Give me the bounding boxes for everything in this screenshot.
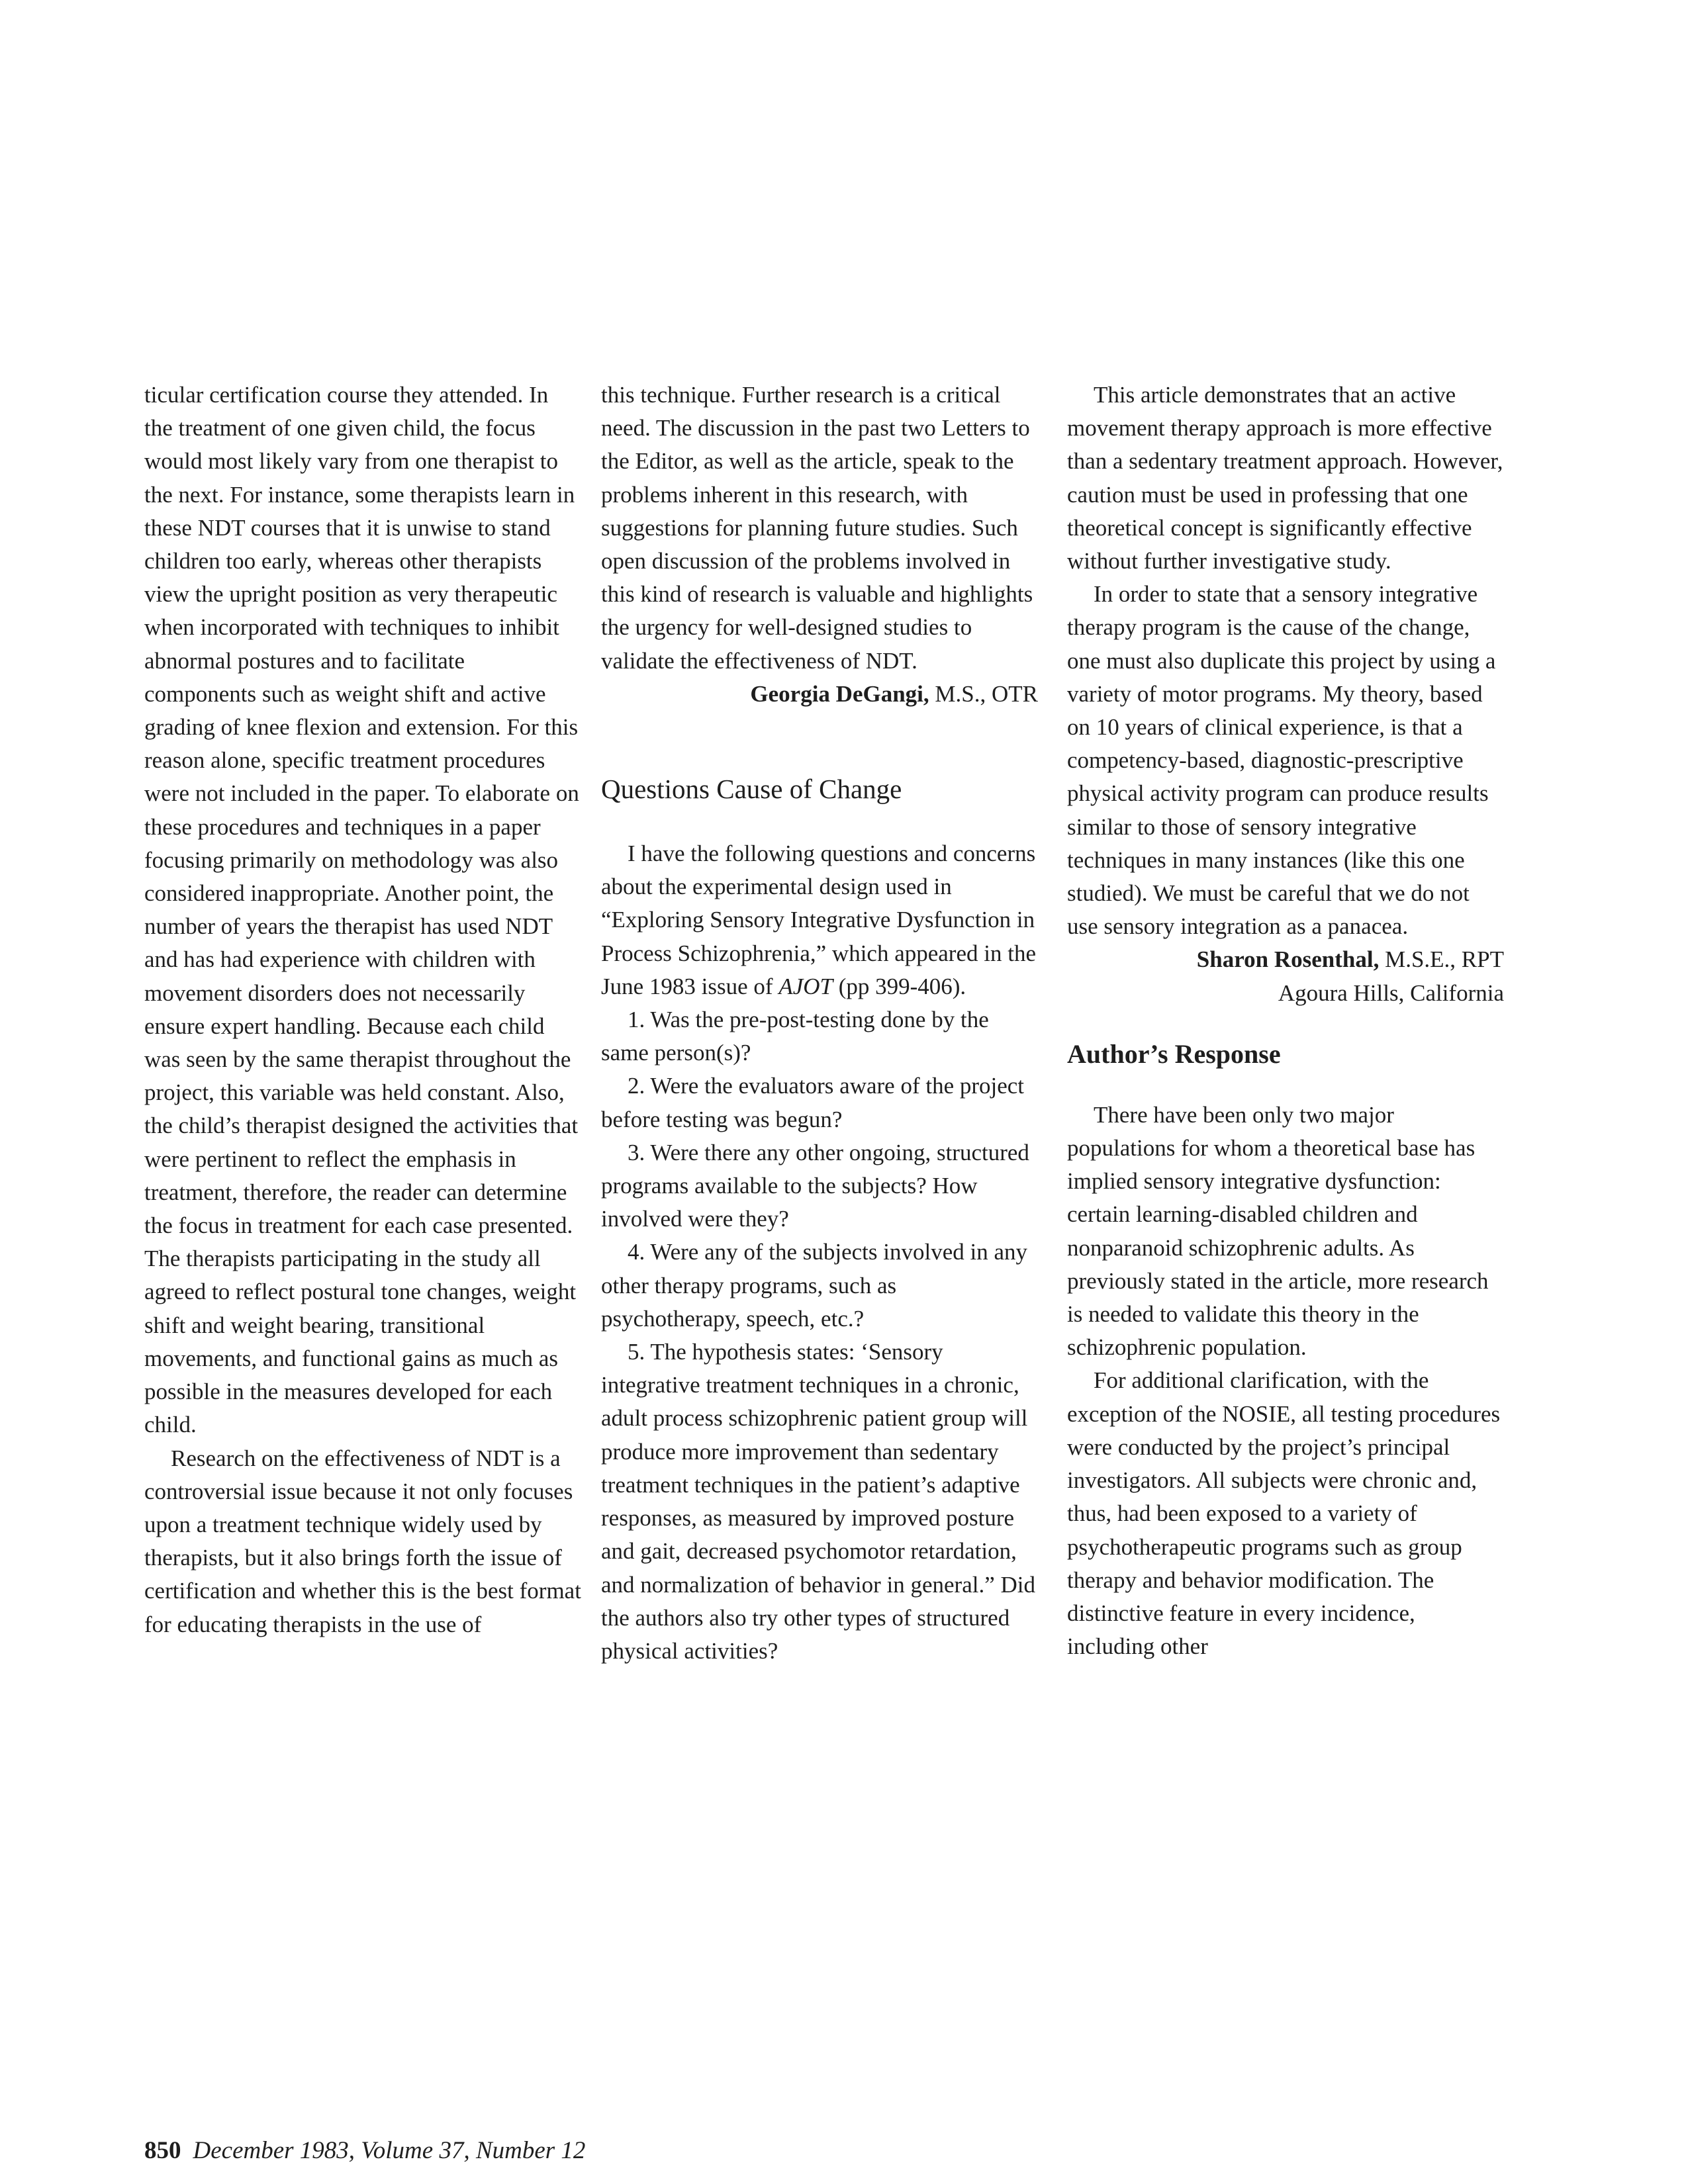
column-middle xyxy=(601,379,1038,1668)
column-right xyxy=(1067,379,1504,1663)
signature xyxy=(601,678,1038,711)
spacer xyxy=(1067,1010,1504,1038)
signature xyxy=(1067,943,1504,976)
question-item: 4. Were any of the subjects involved in any other therapy programs, such as psychotherapy, speech, etc.? xyxy=(601,1239,1028,1332)
spacer xyxy=(601,711,1038,772)
paragraph: For additional clarification, with the exception of the NOSIE, all testing procedures were conducted by the project’s principal investigators. All subjects were chronic and, thus, had been exposed to a variety of psychotherapeutic programs such as group therapy and behavior modification. The distinctive feature in every incidence, including other xyxy=(1067,1367,1501,1660)
signature-credentials: M.S., OTR xyxy=(929,680,1038,707)
signature-credentials: M.S.E., RPT xyxy=(1379,946,1504,973)
paragraph: This article demonstrates that an active movement therapy approach is more effective than a sedentary treatment approach. However, caution must be used in professing that one theoretical concept is significantly effective without further investigative study. xyxy=(1067,382,1503,574)
paragraph: Research on the effectiveness of NDT is a controversial issue because it not only focuses upon a treatment technique widely used by therapists, but it also brings forth the issue of certification and whether this is the best format for educating therapists in the use of xyxy=(144,1445,581,1637)
column-left xyxy=(144,379,581,1641)
paragraph: this technique. Further research is a critical need. The discussion in the past two Letters to the Editor, as well as the article, speak to the problems inherent in this research, with suggestions for planning future studies. Such open discussion of the problems involved in this kind of research is valuable and highlights the urgency for well-designed studies to validate the effectiveness of NDT. xyxy=(601,382,1033,674)
issue-citation: December 1983, Volume 37, Number 12 xyxy=(193,2137,586,2164)
signature-name: Georgia DeGangi, xyxy=(750,680,929,707)
paragraph: In order to state that a sensory integrative therapy program is the cause of the change, one must also duplicate this project by using a variety of motor programs. My theory, based on 10 years of clinical experience, is that a competency-based, diagnostic-prescriptive physical activity program can produce results similar to those of sensory integrative techniques in many instances (like this one studied). We must be careful that we do not use sensory integration as a panacea. xyxy=(1067,581,1496,940)
question-item: 1. Was the pre-post-testing done by the same person(s)? xyxy=(601,1007,989,1066)
question-item: 5. The hypothesis states: ‘Sensory integrative treatment techniques in a chronic, adult process schizophrenic patient group will produce more improvement than sedentary treatment techniques in the patient’s adaptive responses, as measured by improved posture and gait, decreased psychomotor retardation, and normalization of behavior in general.” Did the authors also try other types of structured physical activities? xyxy=(601,1339,1036,1664)
page-number: 850 xyxy=(144,2137,181,2164)
paragraph: ticular certification course they attended. In the treatment of one given child, the focus would most likely vary from one therapist to the next. For instance, some therapists learn in these NDT courses that it is unwise to stand children too early, whereas other therapists view the upright position as very therapeutic when incorporated with techniques to inhibit abnormal postures and to facilitate components such as weight shift and active grading of knee flexion and extension. For this reason alone, specific treatment procedures were not included in the paper. To elaborate on these procedures and techniques in a paper focusing primarily on methodology was also considered inappropriate. Another point, the number of years the therapist has used NDT and has had experience with children with movement disorders does not necessarily ensure expert handling. Because each child was seen by the same therapist throughout the project, this variable was held constant. Also, the child’s therapist designed the activities that were pertinent to reflect the emphasis in treatment, therefore, the reader can determine the focus in treatment for each case presented. The therapists participating in the study all agreed to reflect postural tone changes, weight shift and weight bearing, transitional movements, and functional gains as much as possible in the measures developed for each child. xyxy=(144,382,579,1438)
section-heading: Author’s Response xyxy=(1067,1038,1281,1069)
paragraph xyxy=(601,837,1038,1003)
spacer xyxy=(601,805,1038,837)
spacer xyxy=(1067,1071,1504,1099)
paragraph: There have been only two major populations for whom a theoretical base has implied sensory integrative dysfunction: certain learning-disabled children and nonparanoid schizophrenic adults. As previously stated in the article, more research is needed to validate this theory in the schizophrenic population. xyxy=(1067,1101,1489,1361)
signature-name: Sharon Rosenthal, xyxy=(1196,946,1380,973)
question-item: 3. Were there any other ongoing, structured programs available to the subjects? How involved were they? xyxy=(601,1139,1029,1232)
question-item: 2. Were the evaluators aware of the project before testing was begun? xyxy=(601,1073,1025,1132)
signature-location: Agoura Hills, California xyxy=(1278,979,1504,1006)
intro-pages: (pp 399-406). xyxy=(832,973,966,999)
page-footer xyxy=(144,2136,585,2165)
section-heading: Questions Cause of Change xyxy=(601,774,902,805)
intro-text: I have the following questions and concerns about the experimental design used in “Exploring Sensory Integrative Dysfunction in Process Schizophrenia,” which appeared in the June 1983 issue of xyxy=(601,841,1036,999)
journal-name: AJOT xyxy=(778,973,833,999)
